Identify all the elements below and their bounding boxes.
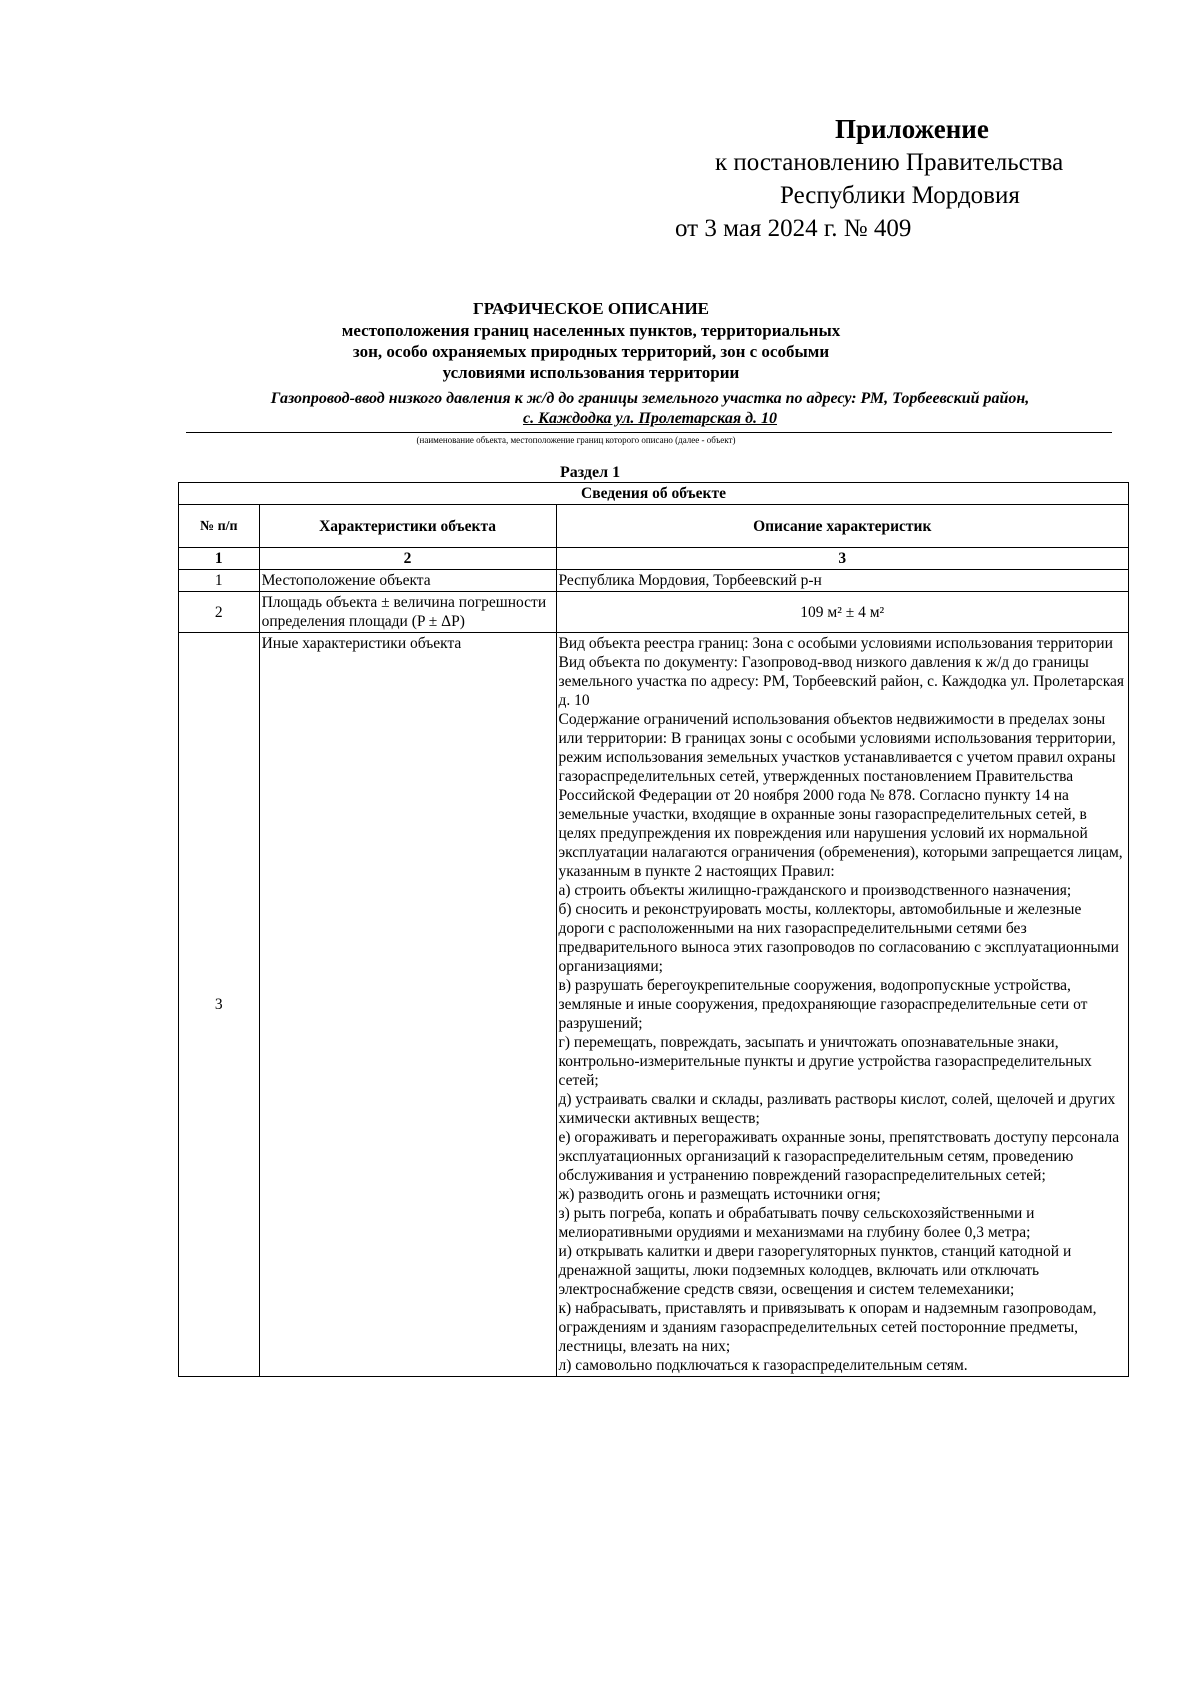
row-3-desc-line: Вид объекта реестра границ: Зона с особыми условиями использования территории bbox=[558, 635, 1113, 652]
object-name-line-1: Газопровод-ввод низкого давления к ж/д до границы земельного участка по адресу: РМ, Торбеевский район, bbox=[270, 390, 1030, 407]
row-3-name: Иные характеристики объекта bbox=[259, 633, 556, 1377]
table-title-row bbox=[179, 483, 1129, 505]
section-title: Раздел 1 bbox=[560, 464, 621, 481]
appendix-line-1: к постановлению Правительства bbox=[715, 149, 1064, 176]
row-3-desc-line: з) рыть погреба, копать и обрабатывать почву сельскохозяйственными и мелиоративными орудиями и механизмами на глубину более 0,3 метра; bbox=[558, 1205, 1035, 1241]
row-1-desc: Республика Мордовия, Торбеевский р-н bbox=[556, 570, 1129, 592]
column-number-1: 1 bbox=[179, 548, 260, 570]
row-1-name: Местоположение объекта bbox=[259, 570, 556, 592]
table-row bbox=[179, 633, 1129, 1377]
row-2-num: 2 bbox=[179, 592, 260, 633]
row-3-desc-line: г) перемещать, повреждать, засыпать и уничтожать опознавательные знаки, контрольно-измерительные пункты и другие устройства газораспределительных сетей; bbox=[558, 1034, 1092, 1089]
row-3-desc-line: Содержание ограничений использования объектов недвижимости в пределах зоны или территории: В границах зоны с особыми условиями использования территории, режим использования земельных участков устанавливается с учетом правил охраны газораспределительных сетей, утвержденных постановлением Правительства Российской Федерации от 20 ноября 2000 года № 878. Согласно пункту 14 на земельные участки, входящие в охранные зоны газораспределительных сетей, в целях предупреждения их повреждения или нарушения условий их нормальной эксплуатации налагаются ограничения (обременения), которыми запрещается лицам, указанным в пункте 2 настоящих Правил: bbox=[558, 711, 1123, 880]
appendix-line-3: от 3 мая 2024 г. № 409 bbox=[675, 215, 912, 242]
appendix-title: Приложение bbox=[835, 114, 989, 144]
column-number-row bbox=[179, 548, 1129, 570]
document-subtitle-3: условиями использования территории bbox=[442, 363, 740, 382]
object-info-table bbox=[178, 482, 1129, 1377]
row-3-desc-line: к) набрасывать, приставлять и привязывать к опорам и надземным газопроводам, ограждениям и зданиям газораспределительных сетей посторонние предметы, лестницы, влезать на них; bbox=[558, 1300, 1097, 1355]
object-name-underline bbox=[186, 432, 1112, 433]
table-header-row bbox=[179, 505, 1129, 548]
row-3-desc-line: Вид объекта по документу: Газопровод-ввод низкого давления к ж/д до границы земельного участка по адресу: РМ, Торбеевский район, с. Каждодка ул. Пролетарская д. 10 bbox=[558, 654, 1125, 709]
object-name-line-2: с. Каждодка ул. Пролетарская д. 10 bbox=[522, 410, 778, 427]
document-heading bbox=[180, 298, 1120, 383]
row-2-name: Площадь объекта ± величина погрешности определения площади (P ± ΔP) bbox=[259, 592, 556, 633]
row-1-num: 1 bbox=[179, 570, 260, 592]
row-3-num: 3 bbox=[179, 633, 260, 1377]
header-characteristics: Характеристики объекта bbox=[259, 505, 556, 548]
row-3-desc-line: в) разрушать берегоукрепительные сооружения, водопропускные устройства, земляные и иные сооружения, предохраняющие газораспределительные сети от разрушений; bbox=[558, 977, 1088, 1032]
object-name-caption: (наименование объекта, местоположение границ которого описано (далее - объект) bbox=[416, 435, 736, 445]
table-row bbox=[179, 592, 1129, 633]
header-description: Описание характеристик bbox=[556, 505, 1129, 548]
row-2-desc: 109 м² ± 4 м² bbox=[556, 592, 1129, 633]
row-3-desc-line: д) устраивать свалки и склады, разливать растворы кислот, солей, щелочей и других химически активных веществ; bbox=[558, 1091, 1116, 1127]
appendix-block bbox=[640, 112, 1140, 245]
column-number-2: 2 bbox=[259, 548, 556, 570]
row-3-desc-line: а) строить объекты жилищно-гражданского и производственного назначения; bbox=[558, 882, 1072, 899]
appendix-line-2: Республики Мордовия bbox=[780, 182, 1020, 209]
column-number-3: 3 bbox=[556, 548, 1129, 570]
row-3-desc-line: е) огораживать и перегораживать охранные зоны, препятствовать доступу персонала эксплуатационных организаций к газораспределительным сетям, проведению обслуживания и устранению повреждений газораспределительных сетей; bbox=[558, 1129, 1120, 1184]
object-name bbox=[180, 389, 1120, 429]
row-3-desc-line: и) открывать калитки и двери газорегуляторных пунктов, станций катодной и дренажной защиты, люки подземных колодцев, включать или отключать электроснабжение средств связи, освещения и систем телемеханики; bbox=[558, 1243, 1072, 1298]
row-3-desc bbox=[556, 633, 1129, 1377]
row-3-desc-line: ж) разводить огонь и размещать источники огня; bbox=[558, 1186, 881, 1203]
document-subtitle-2: зон, особо охраняемых природных территорий, зон с особыми bbox=[352, 342, 830, 361]
document-title: ГРАФИЧЕСКОЕ ОПИСАНИЕ bbox=[472, 299, 710, 318]
document-subtitle-1: местоположения границ населенных пунктов, территориальных bbox=[341, 321, 841, 340]
table-row bbox=[179, 570, 1129, 592]
header-num: № п/п bbox=[179, 505, 260, 548]
row-3-desc-line: л) самовольно подключаться к газораспределительным сетям. bbox=[558, 1357, 968, 1374]
row-3-desc-line: б) сносить и реконструировать мосты, коллекторы, автомобильные и железные дороги с расположенными на них газораспределительными сетями без предварительного выноса этих газопроводов по согласованию с эксплуатационными организациями; bbox=[558, 901, 1119, 975]
table-title: Сведения об объекте bbox=[179, 483, 1129, 505]
